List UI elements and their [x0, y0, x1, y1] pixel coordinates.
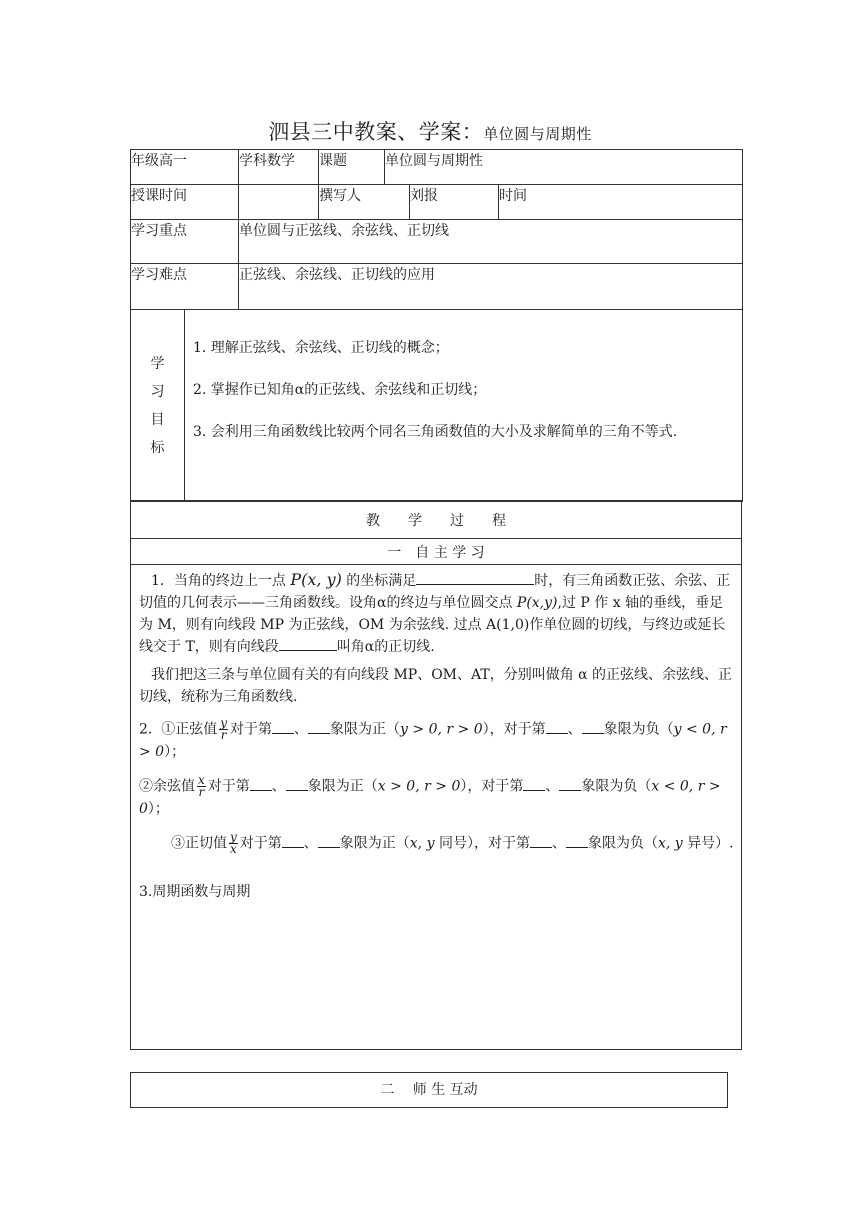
process-header: 教 学 过 程 — [131, 501, 742, 539]
blank — [272, 719, 294, 734]
goals-label-char: 习 — [150, 383, 165, 400]
para-2: 我们把这三条与单位圆有关的有向线段 MP、OM、AT，分别叫做角 α 的正弦线、余弦线、正切线，统称为三角函数线. — [139, 667, 733, 705]
para-1: 1．当角的终边上一点 P(x, y) 的坐标满足 时，有三角函数正弦、余弦、正切值的几何表示——三角函数线。设角α的终边与单位圆交点 P(x,y),过 P 作 x 轴的垂线，垂足为 M，则有向线段 MP 为正弦线，OM 为余弦线. 过点 A(1,0)作单位圆的切线，与终边或延长线交于 T，则有向线段 叫角α的正切线. — [139, 570, 731, 655]
time-label-cell: 授课时间 — [131, 185, 239, 220]
question-tangent: ③正切值 $\frac{y}{x}$ 对于第 、 象限为正（x, y 同号），对于第 、 象限为负（x, y 异号）. — [171, 830, 734, 856]
blank — [279, 636, 337, 651]
author-value-cell: 刘报 — [410, 185, 499, 220]
time-value-cell — [239, 185, 319, 220]
goals-label-cell — [131, 310, 185, 502]
goal-item: 1. 理解正弦线、余弦线、正切线的概念； — [193, 340, 449, 356]
goals-label-char: 目 — [150, 411, 165, 428]
blank — [530, 833, 552, 848]
section1-header: 一 自 主 学 习 — [131, 539, 742, 565]
difficulty-value-cell: 正弦线、余弦线、正切线的应用 — [239, 264, 743, 310]
question-sine: 2. ①正弦值 $\frac{y}{r}$ 对于第 、 象限为正（y > 0, r > 0），对于第 、 象限为负（y < 0, r > 0）； — [139, 716, 727, 760]
para-3: 3.周期函数与周期 — [139, 884, 251, 900]
difficulty-label-cell: 学习难点 — [131, 264, 239, 310]
lesson-table — [130, 149, 743, 310]
section2-header: 二 师 生 互动 — [130, 1072, 728, 1108]
focus-label-cell: 学习重点 — [131, 220, 239, 264]
blank — [282, 833, 304, 848]
fraction: $\frac{x}{r}$ — [198, 773, 205, 799]
goals-label-char: 标 — [150, 439, 165, 456]
subject-cell: 学科数学 — [239, 150, 319, 185]
goals-label-char: 学 — [150, 355, 165, 372]
title-sub: 单位圆与周期性 — [483, 125, 592, 143]
author-label-cell: 撰写人 — [319, 185, 410, 220]
process-table — [130, 500, 742, 1050]
blank — [546, 719, 568, 734]
fraction: $\frac{y}{x}$ — [230, 830, 237, 856]
blank — [416, 570, 534, 585]
page-title — [0, 116, 860, 146]
date-label-cell: 时间 — [499, 185, 743, 220]
grade-cell: 年级高一 — [131, 150, 239, 185]
blank — [250, 776, 272, 791]
goals-table — [130, 309, 743, 502]
focus-value-cell: 单位圆与正弦线、余弦线、正切线 — [239, 220, 743, 264]
section1-body — [131, 565, 742, 1050]
topic-value-cell: 单位圆与周期性 — [385, 150, 743, 185]
goals-list-cell — [185, 310, 743, 502]
blank — [318, 833, 340, 848]
goal-item: 2. 掌握作已知角α的正弦线、余弦线和正切线； — [193, 382, 487, 398]
fraction: $\frac{y}{r}$ — [220, 716, 228, 742]
blank — [308, 719, 330, 734]
topic-label-cell: 课题 — [319, 150, 385, 185]
title-main: 泗县三中教案、学案： — [268, 120, 484, 144]
blank — [582, 719, 604, 734]
blank — [566, 833, 588, 848]
blank — [523, 776, 545, 791]
blank — [559, 776, 581, 791]
point-p: P(x, y) — [290, 570, 342, 589]
question-cosine: ②余弦值 $\frac{x}{r}$ 对于第 、 象限为正（x > 0, r > 0），对于第 、 象限为负（x < 0, r > 0）； — [139, 773, 721, 817]
blank — [286, 776, 308, 791]
goal-item: 3. 会利用三角函数线比较两个同名三角函数值的大小及求解简单的三角不等式. — [193, 424, 678, 440]
